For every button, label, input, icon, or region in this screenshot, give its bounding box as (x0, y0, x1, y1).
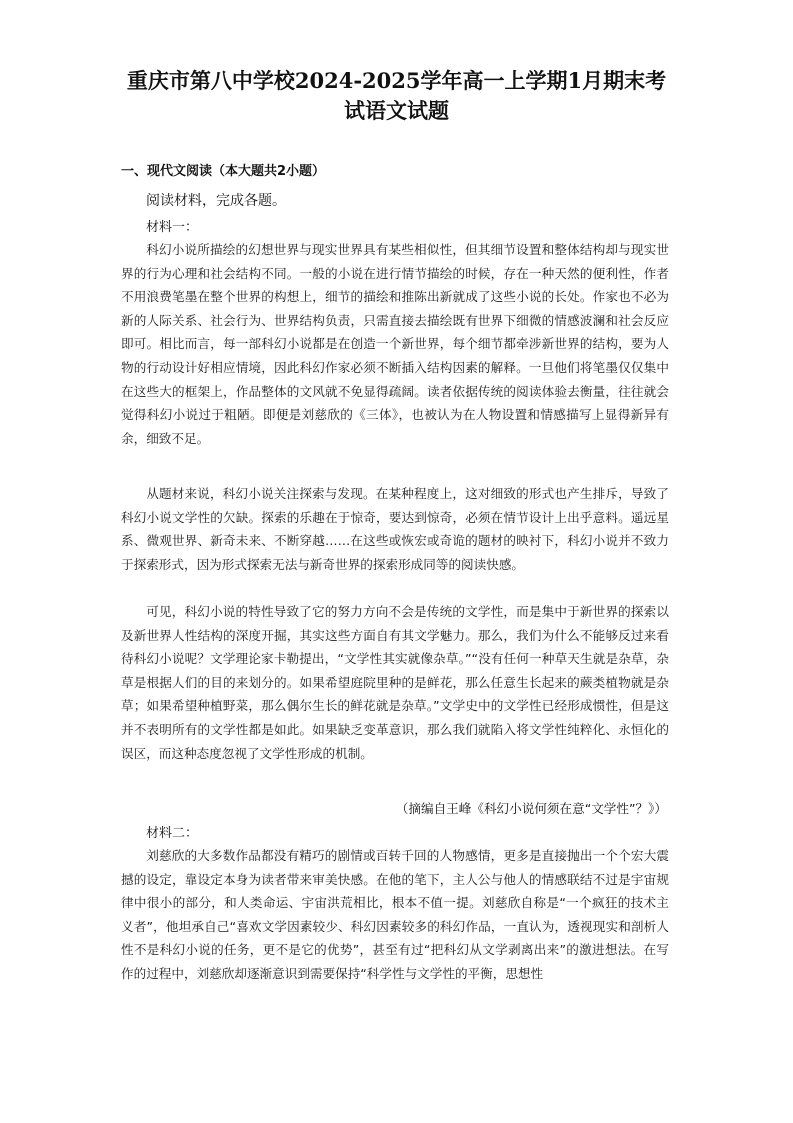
instruction-text: 阅读材料，完成各题。 (146, 193, 286, 209)
document-title (100, 66, 693, 126)
material1-body (121, 238, 669, 450)
material2-label: 材料二： (146, 826, 199, 841)
title-line-2: 试语文试题 (344, 98, 449, 123)
material1-label: 材料一： (146, 220, 199, 235)
material1-paragraph-3: 可见，科幻小说的特性导致了它的努力方向不会是传统的文学性，而是集中于新世界的探索以及新世界人性结构的深度开掘，其实这些方面自有其文学魅力。那么，我们为什么不能够反过来看待科幻小说呢？文学理论家卡勒提出，“文学性其实就像杂草。”“没有任何一种草天生就是杂草，杂草是根据人们的目的来划分的。如果希望庭院里种的是鲜花，那么任意生长起来的蕨类植物就是杂草；如果希望种植野菜，那么偶尔生长的鲜花就是杂草。”文学史中的文学性已经形成惯性，但是这并不表明所有的文学性都是如此。如果缺乏变革意识，那么我们就陷入将文学性纯粹化、永恒化的误区，而这种态度忽视了文学性形成的机制。 (121, 604, 669, 761)
material1-paragraph-1: 科幻小说所描绘的幻想世界与现实世界具有某些相似性，但其细节设置和整体结构却与现实世界的行为心理和社会结构不同。一般的小说在进行情节描绘的时候，存在一种天然的便利性，作者不用浪费笔墨在整个世界的构想上，细节的描绘和推陈出新就成了这些小说的长处。作家也不必为新的人际关系、社会行为、世界结构负责，只需直接去描绘既有世界下细微的情感波澜和社会反应即可。相比而言，每一部科幻小说都是在创造一个新世界，每个细节都牵涉新世界的结构，要为人物的行动设计好相应情境，因此科幻作家必须不断插入结构因素的解释。一旦他们将笔墨仅仅集中在这些大的框架上，作品整体的文风就不免显得疏阔。读者依据传统的阅读体验去衡量，往往就会觉得科幻小说过于粗陋。即便是刘慈欣的《三体》，也被认为在人物设置和情感描写上显得新异有余，细致不足。 (121, 242, 669, 446)
material1-body-2 (121, 482, 669, 576)
section-heading: 一、现代文阅读（本大题共2小题） (121, 164, 326, 179)
material1-paragraph-2: 从题材来说，科幻小说关注探索与发现。在某种程度上，这对细致的形式也产生排斥，导致了科幻小说文学性的欠缺。探索的乐趣在于惊奇，要达到惊奇，必须在情节设计上出乎意料。遥远星系、微观世界、新奇未来、不断穿越……在这些或恢宏或奇诡的题材的映衬下，科幻小说并不致力于探索形式，因为形式探索无法与新奇世界的探索形成同等的阅读快感。 (121, 486, 669, 572)
material2-paragraph-1: 刘慈欣的大多数作品都没有精巧的剧情或百转千回的人物感情，更多是直接抛出一个个宏大震撼的设定，靠设定本身为读者带来审美快感。在他的笔下，主人公与他人的情感联结不过是宇宙规律中很小的部分，和人类命运、宇宙洪荒相比，根本不值一提。刘慈欣自称是“一个疯狂的技术主义者”，他坦承自己“喜欢文学因素较少、科幻因素较多的科幻作品，一直认为，透视现实和剖析人性不是科幻小说的任务，更不是它的优势”，甚至有过“把科幻从文学剥离出来”的激进想法。在写作的过程中，刘慈欣却逐渐意识到需要保持“科学性与文学性的平衡，思想性 (121, 848, 669, 981)
material1-body-3 (121, 600, 669, 765)
title-line-1: 重庆市第八中学校2024-2025学年高一上学期1月期末考 (126, 68, 667, 93)
material2-body (121, 844, 669, 986)
material1-source: （摘编自王峰《科幻小说何须在意“文学性”？》） (395, 801, 667, 816)
